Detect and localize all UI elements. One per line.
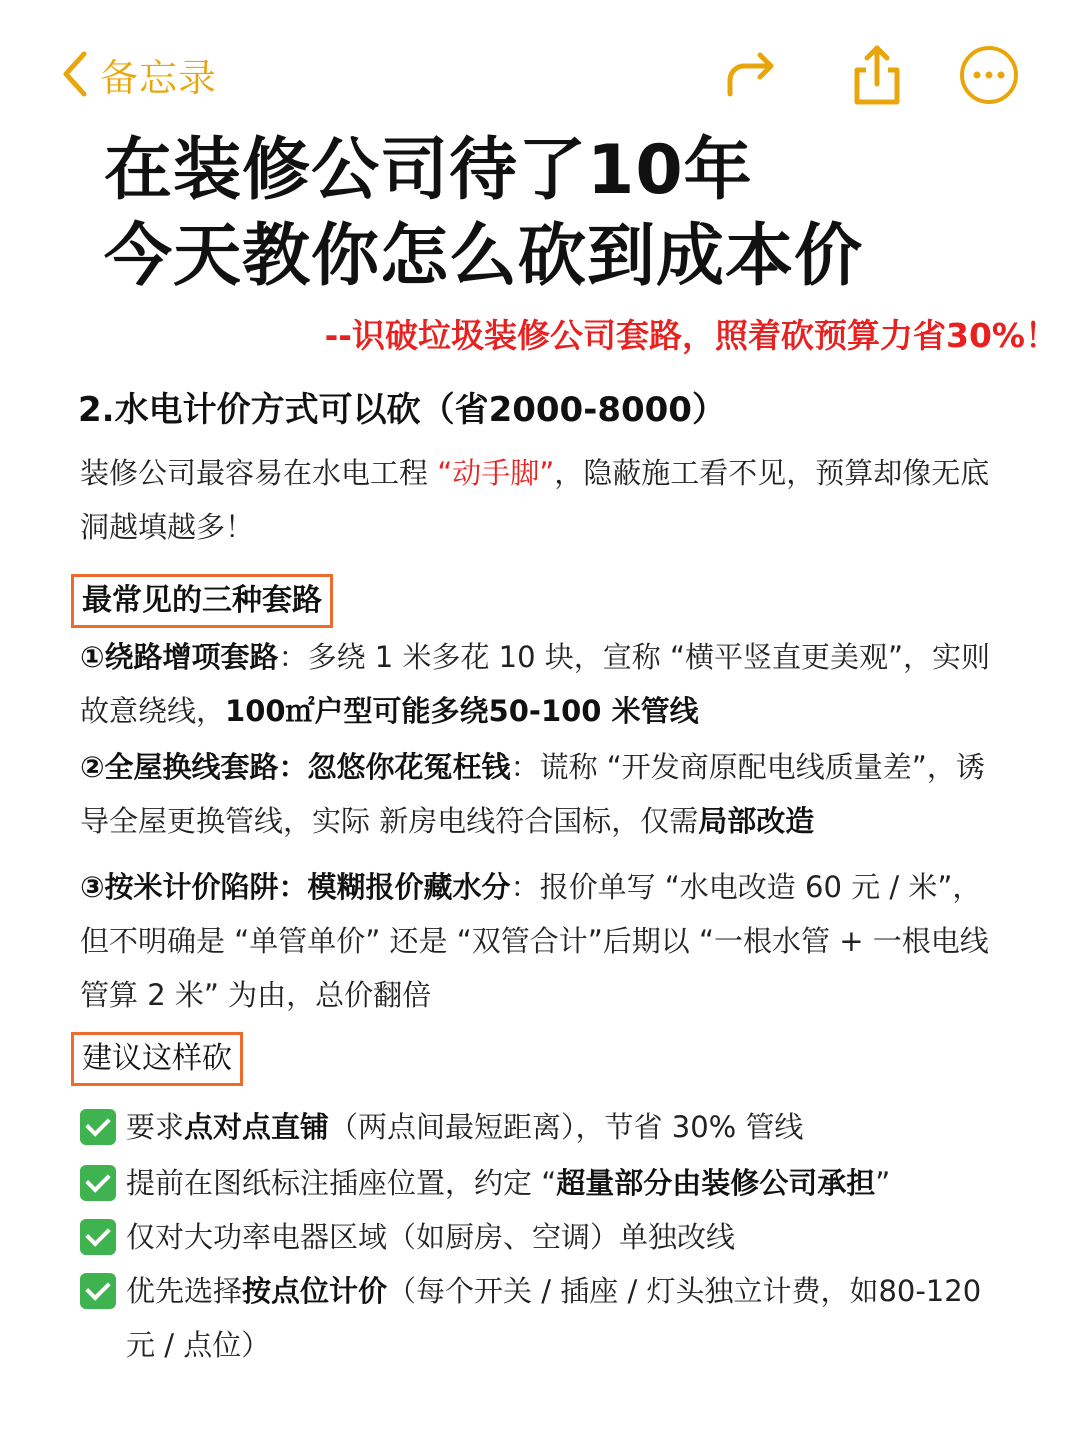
- advice-item-3: [80, 1210, 1010, 1264]
- advice-1-emphasis: 点对点直铺: [184, 1110, 330, 1144]
- check-icon: [80, 1273, 116, 1309]
- tricks-heading-box: 最常见的三种套路: [71, 574, 333, 628]
- check-icon: [80, 1109, 116, 1145]
- share-icon: [846, 44, 908, 106]
- trick-3: [80, 860, 1010, 1022]
- title-line-1: 在装修公司待了10年: [104, 131, 753, 210]
- advice-4-emphasis: 按点位计价: [242, 1274, 388, 1308]
- advice-item-4: [80, 1264, 1010, 1372]
- note-title: [104, 128, 863, 300]
- advice-4-text-a: 优先选择: [126, 1274, 243, 1308]
- intro-highlight: “动手脚”: [437, 456, 555, 490]
- trick-3-text: ：报价单写 “水电改造 60 元 / 米”，但不明确是 “单管单价” 还是 “双管合计”后期以 “一根水管 + 一根电线管算 2 米” 为由，总价翻倍: [80, 870, 989, 1012]
- advice-2-text-b: ”: [875, 1166, 891, 1200]
- trick-2: [80, 740, 1010, 848]
- advice-1-text-a: 要求: [126, 1110, 185, 1144]
- advice-item-1: [80, 1100, 1010, 1154]
- note-subtitle: --识破垃圾装修公司套路，照着砍预算力省30%！: [324, 316, 1058, 355]
- back-label: 备忘录: [100, 55, 218, 100]
- trick-2-text: ：谎称 “开发商原配电线质量差”，诱导全屋更换管线，实际 新房电线符合国标，仅需: [80, 750, 985, 838]
- check-icon: [80, 1165, 116, 1201]
- trick-1: [80, 630, 1010, 738]
- advice-4-text-b: （每个开关 / 插座 / 灯头独立计费，如80-120 元 / 点位）: [126, 1274, 982, 1362]
- advice-2-emphasis: 超量部分由装修公司承担: [556, 1166, 876, 1200]
- top-toolbar: [0, 0, 1080, 140]
- trick-2-emphasis: 局部改造: [698, 804, 815, 838]
- advice-heading-box: 建议这样砍: [71, 1032, 243, 1086]
- share-button[interactable]: [846, 44, 908, 106]
- redo-button[interactable]: [720, 44, 782, 106]
- advice-item-2: [80, 1156, 1010, 1210]
- back-button[interactable]: [58, 46, 217, 102]
- trick-1-emphasis: 100㎡户型可能多绕50-100 米管线: [225, 694, 699, 728]
- advice-2-text-a: 提前在图纸标注插座位置，约定 “: [126, 1166, 557, 1200]
- intro-paragraph: [80, 446, 1010, 554]
- intro-text-a: 装修公司最容易在水电工程: [80, 456, 438, 490]
- trick-2-title: ②全屋换线套路：忽悠你花冤枉钱: [80, 750, 511, 784]
- trick-1-text: ：多绕 1 米多花 10 块，宣称 “横平竖直更美观”，实则故意绕线，: [80, 640, 991, 728]
- section-heading: 2.水电计价方式可以砍（省2000-8000）: [78, 390, 726, 430]
- advice-3-text: 仅对大功率电器区域（如厨房、空调）单独改线: [126, 1220, 736, 1254]
- chevron-left-icon: [58, 46, 92, 102]
- trick-3-title: ③按米计价陷阱：模糊报价藏水分: [80, 870, 511, 904]
- more-icon: [958, 44, 1020, 106]
- trick-1-title: ①绕路增项套路: [80, 640, 279, 674]
- title-line-2: 今天教你怎么砍到成本价: [104, 217, 864, 296]
- intro-text-b: ，隐蔽施工看不见，预算却像无底洞越填越多！: [80, 456, 990, 544]
- redo-icon: [720, 44, 782, 106]
- check-icon: [80, 1219, 116, 1255]
- more-button[interactable]: [958, 44, 1020, 106]
- advice-1-text-b: （两点间最短距离），节省 30% 管线: [329, 1110, 804, 1144]
